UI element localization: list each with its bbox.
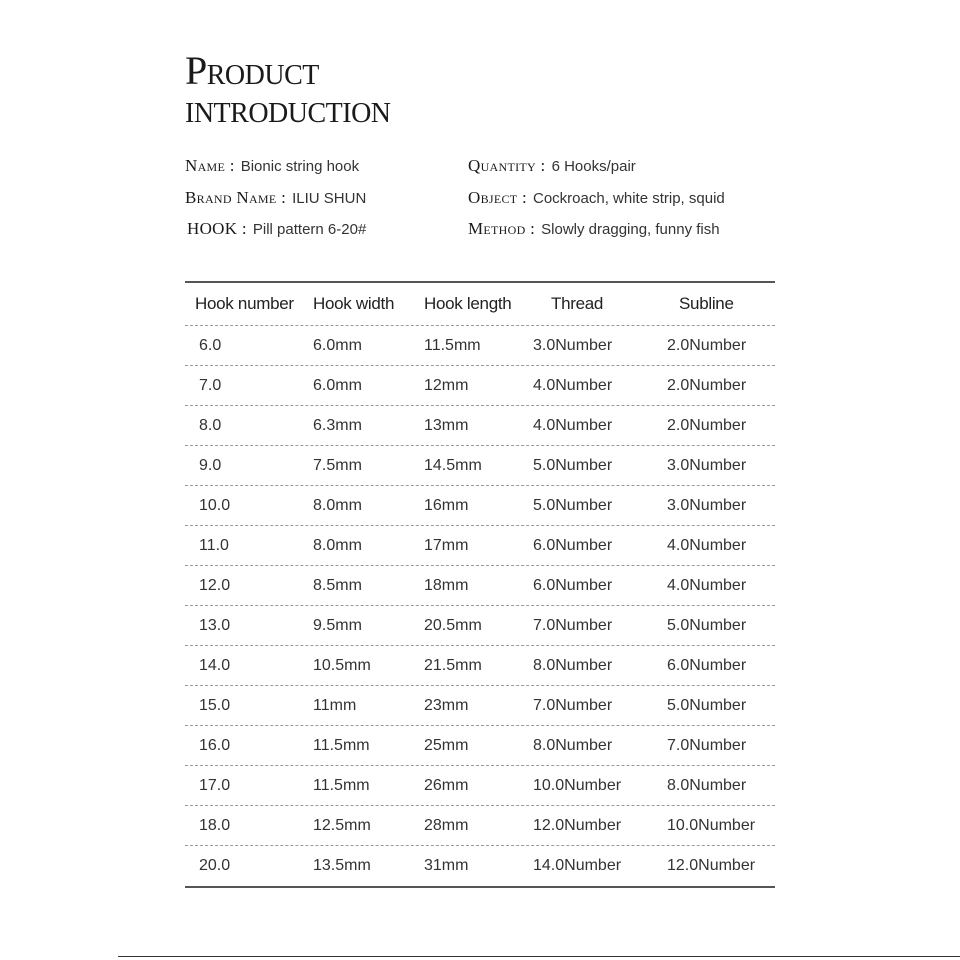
hook-width-cell: 6.0mm bbox=[313, 376, 362, 394]
thread-cell: 7.0Number bbox=[533, 696, 613, 714]
hook-length-cell: 28mm bbox=[424, 816, 469, 834]
header-subline: Subline bbox=[679, 294, 734, 313]
subline-cell: 6.0Number bbox=[667, 656, 747, 674]
table-row bbox=[185, 846, 775, 886]
hook-width-cell: 8.5mm bbox=[313, 576, 362, 594]
info-label: Quantity : bbox=[468, 156, 546, 175]
table-row bbox=[185, 726, 775, 766]
hook-number-cell: 17.0 bbox=[199, 776, 231, 794]
subline-cell: 2.0Number bbox=[667, 416, 747, 434]
hook-width-cell: 10.5mm bbox=[313, 656, 371, 674]
subline-cell: 8.0Number bbox=[667, 776, 747, 794]
hook-width-cell: 6.3mm bbox=[313, 416, 362, 434]
table-header-row bbox=[185, 283, 775, 326]
title-line-1: Product bbox=[185, 48, 319, 93]
hook-number-cell: 20.0 bbox=[199, 857, 231, 874]
thread-cell: 8.0Number bbox=[533, 656, 613, 674]
info-brand-name bbox=[185, 188, 366, 208]
thread-cell: 6.0Number bbox=[533, 576, 613, 594]
table-row bbox=[185, 486, 775, 526]
hook-number-cell: 9.0 bbox=[199, 456, 222, 474]
subline-cell: 12.0Number bbox=[667, 857, 756, 874]
hook-number-cell: 12.0 bbox=[199, 576, 231, 594]
hook-number-cell: 16.0 bbox=[199, 736, 231, 754]
table-row bbox=[185, 446, 775, 486]
thread-cell: 14.0Number bbox=[533, 857, 622, 874]
hook-width-cell: 6.0mm bbox=[313, 336, 362, 354]
info-label: Brand Name : bbox=[185, 188, 287, 207]
info-value: Bionic string hook bbox=[240, 158, 360, 175]
table-row bbox=[185, 326, 775, 366]
hook-length-cell: 18mm bbox=[424, 576, 469, 594]
table-row bbox=[185, 766, 775, 806]
hook-length-cell: 26mm bbox=[424, 776, 469, 794]
info-label: Method : bbox=[468, 219, 536, 238]
subline-cell: 4.0Number bbox=[667, 576, 747, 594]
hook-length-cell: 12mm bbox=[424, 376, 469, 394]
page-title bbox=[185, 48, 391, 131]
hook-length-cell: 25mm bbox=[424, 736, 469, 754]
header-hook-length: Hook length bbox=[424, 294, 512, 313]
header-hook-number: Hook number bbox=[195, 294, 294, 313]
hook-number-cell: 13.0 bbox=[199, 616, 231, 634]
info-method bbox=[468, 219, 720, 239]
thread-cell: 7.0Number bbox=[533, 616, 613, 634]
hook-length-cell: 23mm bbox=[424, 696, 469, 714]
thread-cell: 10.0Number bbox=[533, 776, 622, 794]
title-line-2: introduction bbox=[185, 86, 391, 131]
header-hook-width: Hook width bbox=[313, 294, 395, 313]
subline-cell: 2.0Number bbox=[667, 376, 747, 394]
hook-width-cell: 7.5mm bbox=[313, 456, 362, 474]
hook-width-cell: 8.0mm bbox=[313, 536, 362, 554]
thread-cell: 4.0Number bbox=[533, 416, 613, 434]
table-row bbox=[185, 406, 775, 446]
table-row bbox=[185, 806, 775, 846]
subline-cell: 5.0Number bbox=[667, 696, 747, 714]
table-row bbox=[185, 366, 775, 406]
info-label: Name : bbox=[185, 156, 235, 175]
thread-cell: 5.0Number bbox=[533, 496, 613, 514]
subline-cell: 2.0Number bbox=[667, 336, 747, 354]
subline-cell: 4.0Number bbox=[667, 536, 747, 554]
table-row bbox=[185, 686, 775, 726]
hook-width-cell: 12.5mm bbox=[313, 816, 371, 834]
thread-cell: 5.0Number bbox=[533, 456, 613, 474]
hook-number-cell: 11.0 bbox=[199, 536, 229, 554]
hook-number-cell: 18.0 bbox=[199, 816, 231, 834]
subline-cell: 5.0Number bbox=[667, 616, 747, 634]
hook-width-cell: 11.5mm bbox=[313, 776, 370, 794]
bottom-divider bbox=[118, 956, 960, 957]
info-hook bbox=[187, 219, 366, 239]
subline-cell: 10.0Number bbox=[667, 816, 756, 834]
hook-width-cell: 11.5mm bbox=[313, 736, 370, 754]
table-row bbox=[185, 526, 775, 566]
subline-cell: 7.0Number bbox=[667, 736, 747, 754]
hook-number-cell: 8.0 bbox=[199, 416, 222, 434]
subline-cell: 3.0Number bbox=[667, 456, 747, 474]
table-row bbox=[185, 566, 775, 606]
info-value: Pill pattern 6-20# bbox=[252, 221, 367, 238]
table-row bbox=[185, 606, 775, 646]
info-name bbox=[185, 156, 359, 176]
thread-cell: 8.0Number bbox=[533, 736, 613, 754]
thread-cell: 3.0Number bbox=[533, 336, 613, 354]
info-object bbox=[468, 188, 725, 208]
hook-number-cell: 6.0 bbox=[199, 336, 222, 354]
hook-length-cell: 11.5mm bbox=[424, 336, 481, 354]
hook-length-cell: 21.5mm bbox=[424, 656, 482, 674]
info-value: ILIU SHUN bbox=[292, 190, 367, 207]
hook-length-cell: 31mm bbox=[424, 857, 469, 874]
info-label: Object : bbox=[468, 188, 527, 207]
spec-table bbox=[185, 281, 775, 888]
hook-length-cell: 16mm bbox=[424, 496, 469, 514]
hook-number-cell: 10.0 bbox=[199, 496, 231, 514]
info-quantity bbox=[468, 156, 636, 176]
hook-width-cell: 8.0mm bbox=[313, 496, 362, 514]
hook-length-cell: 13mm bbox=[424, 416, 469, 434]
hook-width-cell: 11mm bbox=[313, 696, 357, 714]
hook-number-cell: 7.0 bbox=[199, 376, 222, 394]
subline-cell: 3.0Number bbox=[667, 496, 747, 514]
hook-length-cell: 20.5mm bbox=[424, 616, 482, 634]
hook-width-cell: 9.5mm bbox=[313, 616, 362, 634]
thread-cell: 6.0Number bbox=[533, 536, 613, 554]
thread-cell: 4.0Number bbox=[533, 376, 613, 394]
hook-number-cell: 14.0 bbox=[199, 656, 231, 674]
table-row bbox=[185, 646, 775, 686]
hook-length-cell: 14.5mm bbox=[424, 456, 482, 474]
info-value: Cockroach, white strip, squid bbox=[533, 190, 725, 207]
info-value: Slowly dragging, funny fish bbox=[541, 221, 720, 238]
hook-length-cell: 17mm bbox=[424, 536, 469, 554]
thread-cell: 12.0Number bbox=[533, 816, 622, 834]
hook-width-cell: 13.5mm bbox=[313, 857, 371, 874]
hook-number-cell: 15.0 bbox=[199, 696, 231, 714]
table-body bbox=[185, 326, 775, 886]
info-value: 6 Hooks/pair bbox=[551, 158, 636, 175]
info-label: HOOK : bbox=[187, 219, 247, 238]
header-thread: Thread bbox=[551, 294, 604, 313]
